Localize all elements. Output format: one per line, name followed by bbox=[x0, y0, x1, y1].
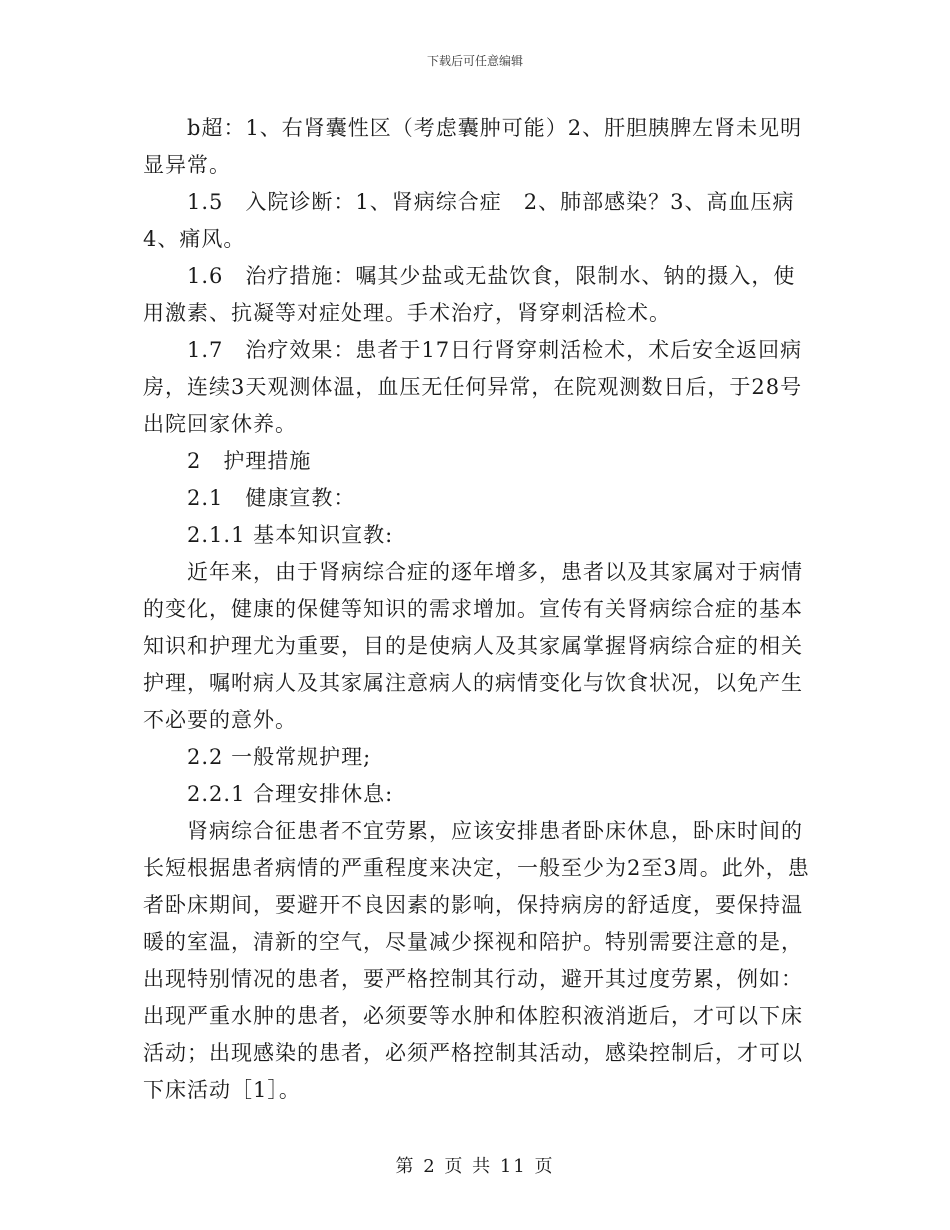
section-heading-health-education: 2.1 健康宣教： bbox=[187, 486, 356, 510]
paragraph-treatment-effect: 1.7 治疗效果：患者于17日行肾穿刺活检术，术后安全返回病房，连续3天观测体温，血压无任何异常，在院观测数日后，于28号出院回家休养。 bbox=[143, 338, 803, 436]
section-heading-rest: 2.2.1 合理安排休息: bbox=[187, 782, 394, 806]
paragraph-rest: 肾病综合征患者不宜劳累，应该安排患者卧床休息，卧床时间的长短根据患者病情的严重程度来决定，一般至少为2至3周。此外，患者卧床期间，要避开不良因素的影响，保持病房的舒适度，要保持温暖的室温，清新的空气，尽量减少探视和陪护。特别需要注意的是，出现特别情况的患者，要严格控制其行动，避开其过度劳累，例如：出现严重水肿的患者，必须要等水肿和体腔积液消逝后，才可以下床活动；出现感染的患者，必须严格控制其活动，感染控制后，才可以下床活动［1］。 bbox=[143, 819, 810, 1102]
section-heading-nursing: 2 护理措施 bbox=[187, 449, 312, 473]
page-footer: 第 2 页 共 11 页 bbox=[395, 1156, 555, 1177]
section-heading-routine-care: 2.2 一般常规护理; bbox=[187, 745, 372, 769]
paragraph-basic-knowledge: 近年来，由于肾病综合症的逐年增多，患者以及其家属对于病情的变化，健康的保健等知识的需求增加。宣传有关肾病综合症的基本知识和护理尤为重要，目的是使病人及其家属掌握肾病综合症的相关护理，嘱咐病人及其家属注意病人的病情变化与饮食状况，以免产生不必要的意外。 bbox=[143, 560, 803, 732]
document-body bbox=[143, 110, 815, 1109]
section-heading-basic-knowledge: 2.1.1 基本知识宣教: bbox=[187, 523, 394, 547]
paragraph-treatment-measures: 1.6 治疗措施：嘱其少盐或无盐饮食，限制水、钠的摄入，使用激素、抗凝等对症处理。手术治疗，肾穿刺活检术。 bbox=[143, 264, 796, 325]
page-header: 下载后可任意编辑 bbox=[426, 54, 523, 68]
paragraph-ultrasound: b超：1、右肾囊性区（考虑囊肿可能）2、肝胆胰脾左肾未见明显异常。 bbox=[143, 116, 803, 177]
paragraph-admission-diagnosis: 1.5 入院诊断：1、肾病综合症 2、肺部感染？3、高血压病 4、痛风。 bbox=[143, 190, 795, 251]
